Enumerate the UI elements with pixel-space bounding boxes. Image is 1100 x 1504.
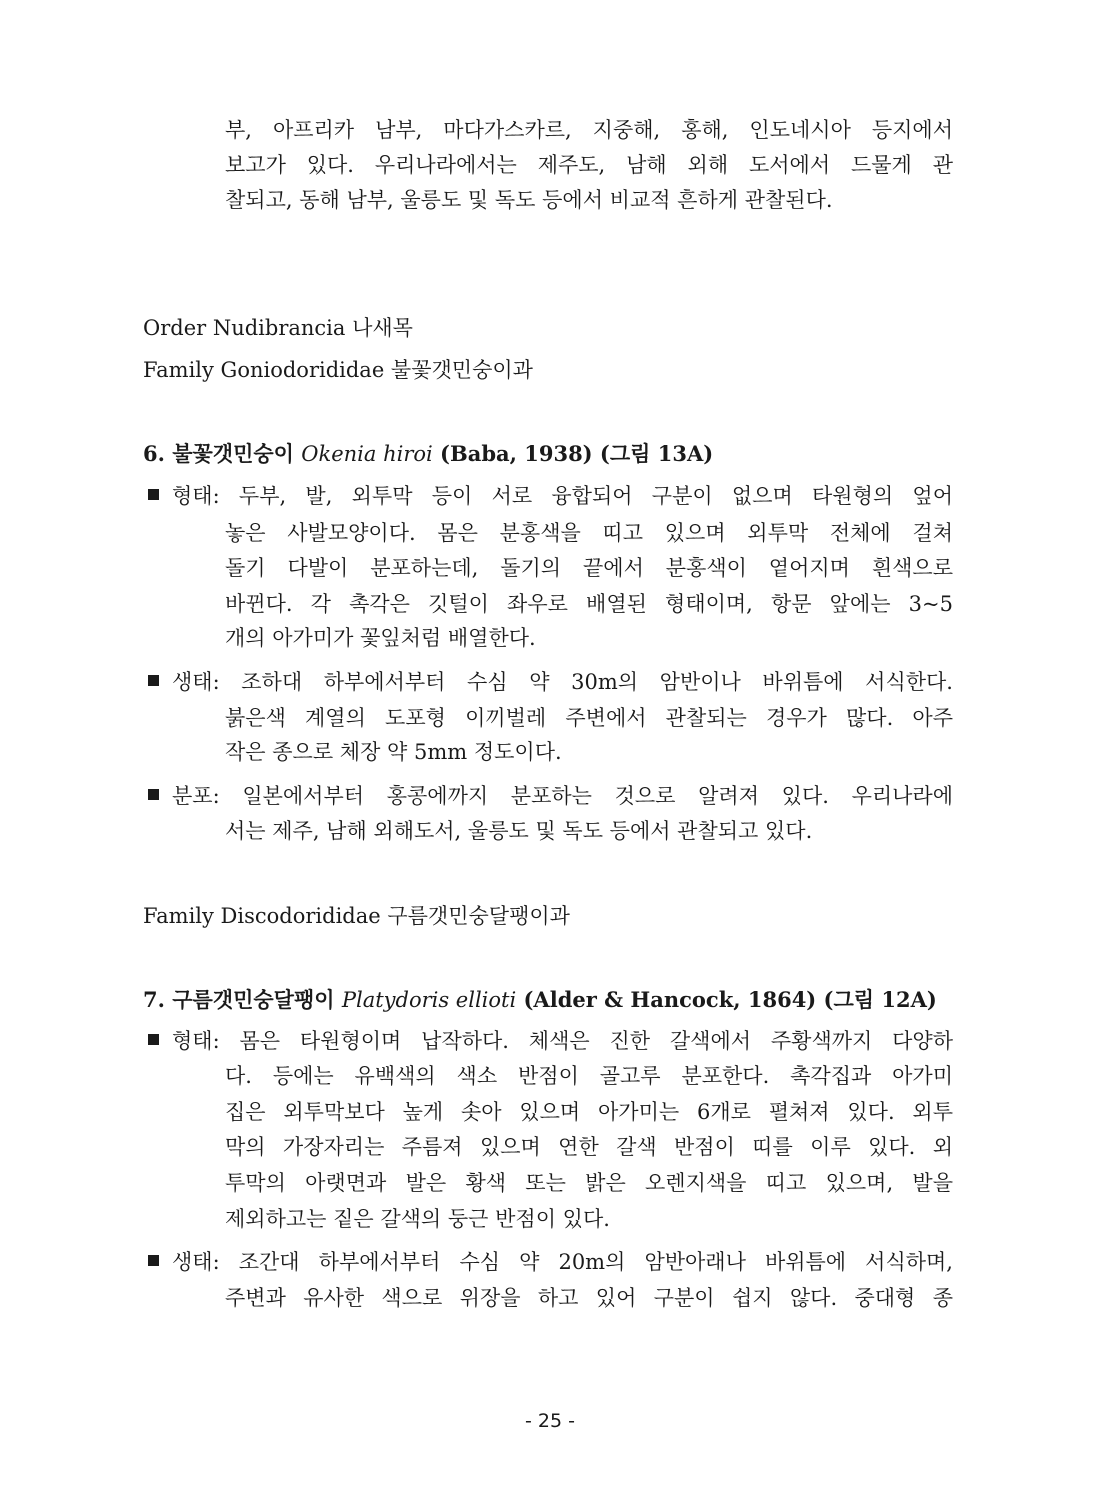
bullet-label: 형태:: [172, 484, 220, 508]
species-heading-author: (Baba, 1938) (그림 13A): [432, 441, 714, 466]
bullet-item-form: [148, 1027, 953, 1055]
bullet-continuation: 제외하고는 짙은 갈색의 둥근 반점이 있다.: [225, 1207, 610, 1231]
bullet-square-icon: [148, 489, 159, 500]
bullet-continuation: 주변과 유사한 색으로 위장을 하고 있어 구분이 쉽지 않다. 중대형 종: [225, 1286, 953, 1310]
bullet-continuation: 작은 종으로 체장 약 5mm 정도이다.: [225, 740, 562, 764]
bullet-continuation: 다. 등에는 유백색의 색소 반점이 골고루 분포한다. 촉각집과 아가미: [225, 1064, 953, 1088]
bullet-item-ecology: [148, 1248, 953, 1276]
bullet-item-ecology: [148, 668, 953, 696]
bullet-square-icon: [148, 1034, 159, 1045]
page-number: - 25 -: [525, 1410, 575, 1432]
bullet-label: 생태:: [172, 670, 220, 694]
bullet-item-form: [148, 482, 953, 510]
intro-line: 부, 아프리카 남부, 마다가스카르, 지중해, 홍해, 인도네시아 등지에서: [225, 118, 953, 142]
species-scientific-name: Okenia hiroi: [301, 442, 433, 466]
bullet-continuation: 서는 제주, 남해 외해도서, 울릉도 및 독도 등에서 관찰되고 있다.: [225, 819, 813, 843]
bullet-continuation: 바뀐다. 각 촉각은 깃털이 좌우로 배열된 형태이며, 항문 앞에는 3~5: [225, 592, 953, 616]
family-label: Family Discodorididae 구름갯민숭달팽이과: [143, 904, 570, 928]
species-scientific-name: Platydoris ellioti: [341, 988, 517, 1012]
bullet-continuation: 돌기 다발이 분포하는데, 돌기의 끝에서 분홍색이 옅어지며 흰색으로: [225, 556, 953, 580]
species-heading-author: (Alder & Hancock, 1864) (그림 12A): [516, 987, 937, 1012]
bullet-continuation: 개의 아가미가 꽃잎처럼 배열한다.: [225, 626, 536, 650]
bullet-label: 생태:: [172, 1250, 220, 1274]
bullet-label: 분포:: [172, 784, 220, 808]
intro-line: 보고가 있다. 우리나라에서는 제주도, 남해 외해 도서에서 드물게 관: [225, 153, 953, 177]
intro-line: 찰되고, 동해 남부, 울릉도 및 독도 등에서 비교적 흔하게 관찰된다.: [225, 188, 833, 212]
bullet-continuation: 붉은색 계열의 도포형 이끼벌레 주변에서 관찰되는 경우가 많다. 아주: [225, 706, 953, 730]
family-label: Family Goniodorididae 불꽃갯민숭이과: [143, 358, 533, 382]
bullet-label: 형태:: [172, 1029, 220, 1053]
species-heading-number-name: 6. 불꽃갯민숭이: [143, 441, 302, 466]
bullet-continuation: 놓은 사발모양이다. 몸은 분홍색을 띠고 있으며 외투막 전체에 걸쳐: [225, 521, 953, 545]
bullet-text: 조간대 하부에서부터 수심 약 20m의 암반아래나 바위틈에 서식하며,: [238, 1250, 953, 1274]
bullet-square-icon: [148, 675, 159, 686]
bullet-text: 일본에서부터 홍콩에까지 분포하는 것으로 알려져 있다. 우리나라에: [242, 784, 953, 808]
species-heading: [143, 440, 713, 468]
bullet-square-icon: [148, 1255, 159, 1266]
bullet-text: 조하대 하부에서부터 수심 약 30m의 암반이나 바위틈에 서식한다.: [241, 670, 953, 694]
bullet-item-distribution: [148, 782, 953, 810]
species-heading-number-name: 7. 구름갯민숭달팽이: [143, 987, 342, 1012]
bullet-square-icon: [148, 789, 159, 800]
bullet-continuation: 투막의 아랫면과 발은 황색 또는 밝은 오렌지색을 띠고 있으며, 발을: [225, 1171, 953, 1195]
bullet-text: 몸은 타원형이며 납작하다. 체색은 진한 갈색에서 주황색까지 다양하: [239, 1029, 953, 1053]
bullet-text: 두부, 발, 외투막 등이 서로 융합되어 구분이 없으며 타원형의 엎어: [238, 484, 953, 508]
bullet-continuation: 막의 가장자리는 주름져 있으며 연한 갈색 반점이 띠를 이루 있다. 외: [225, 1135, 953, 1159]
bullet-continuation: 집은 외투막보다 높게 솟아 있으며 아가미는 6개로 펼쳐져 있다. 외투: [225, 1100, 953, 1124]
species-heading: [143, 986, 937, 1014]
order-label: Order Nudibrancia 나새목: [143, 316, 413, 340]
